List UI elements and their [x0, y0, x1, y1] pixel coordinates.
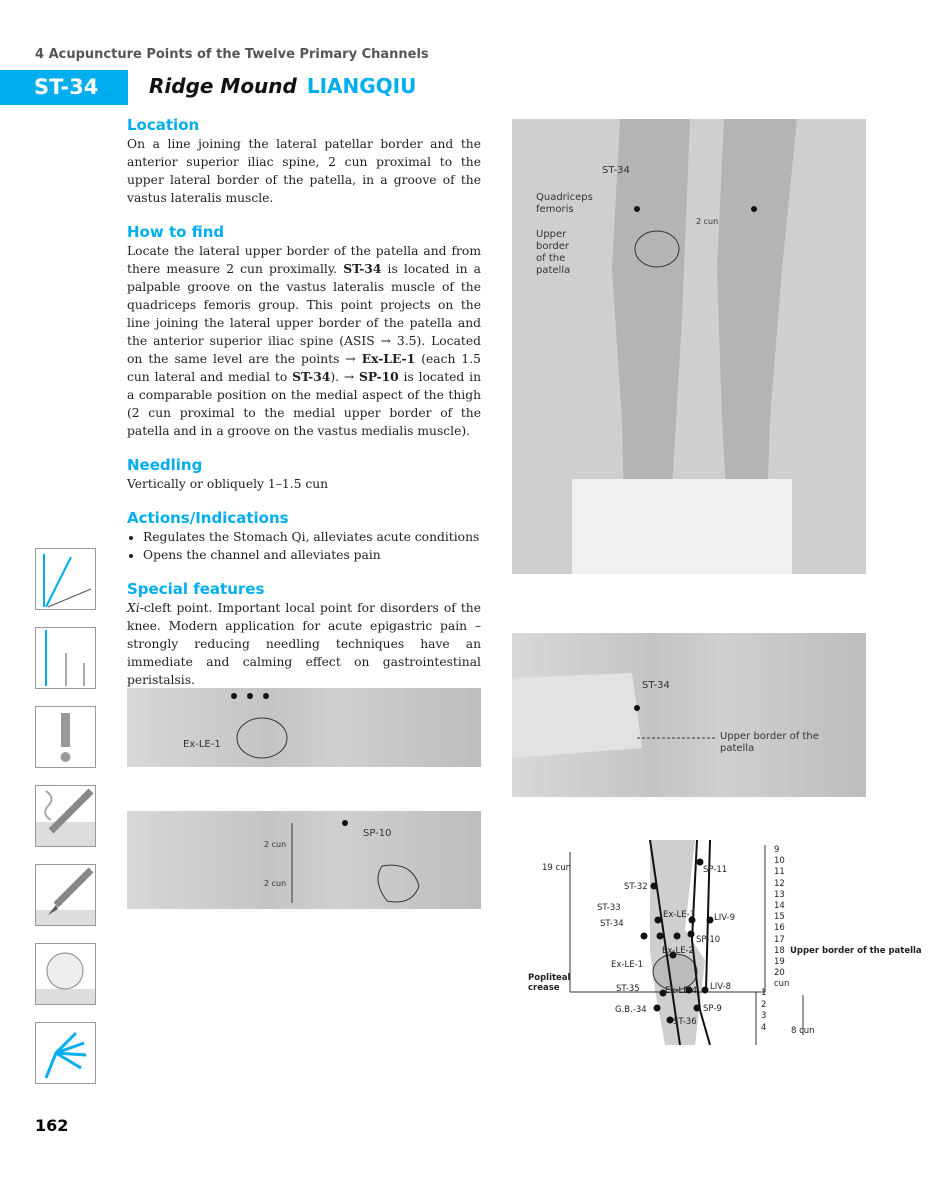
scale-tick-label: 19: [774, 957, 785, 968]
diagram-label: 19 cun: [542, 863, 571, 873]
scale-tick-label: 3: [761, 1011, 767, 1021]
legs-photo: [512, 119, 866, 574]
scale-tick-label: 18: [774, 945, 785, 956]
t: ). →: [330, 370, 360, 384]
needling-heading: Needling: [127, 456, 203, 474]
t: Locate the lateral upper border of the patella and from there measure 2 cun proximally.: [127, 244, 481, 276]
scale-tick-label: 13: [774, 889, 785, 900]
english-name: Ridge Mound: [149, 74, 297, 98]
actions-list: [127, 528, 481, 564]
list-item: • Regulates the Stomach Qi, alleviates acute conditions: [143, 528, 481, 546]
scale-tick-label: 1: [761, 988, 767, 998]
cupping-icon: [35, 943, 96, 1005]
st34-label: ST-34: [642, 680, 670, 691]
scale-tick-label: 17: [774, 934, 785, 945]
quadriceps-label: Quadriceps femoris: [536, 192, 593, 215]
t: (each 1.5 cun lateral and medial to: [127, 352, 481, 384]
upper-border-label: Upper border of the patella: [790, 946, 922, 956]
t: -cleft point. Important local point for disorders of the knee. Modern application for acute epigastric pain – strongly reducing needling techniques have an immediate and calming effect on gastrointestinal peristalsis.: [127, 601, 481, 687]
page-number: 162: [35, 1116, 69, 1135]
channel-diagram: [520, 840, 922, 1045]
scale-tick-label: 2: [761, 999, 767, 1010]
diagram-label: Ex-LE-3: [663, 910, 696, 920]
t: is located in a comparable position on the medial aspect of the thigh (2 cun proximal to the medial upper border of the patella and in a groove on the vastus medialis muscle).: [127, 370, 482, 438]
caution-icon: [35, 706, 96, 768]
scale-tick-label: 4: [761, 1022, 767, 1033]
st34-label: ST-34: [602, 165, 630, 176]
knee-photo-sp-10: [127, 811, 481, 909]
scale-tick-label: 14: [774, 901, 785, 912]
diagram-label: ST-34: [600, 919, 624, 929]
ref: ST-34: [292, 369, 331, 384]
scale-tick-label: 11: [774, 867, 785, 878]
diagram-label: SP-9: [703, 1004, 722, 1014]
moxibustion-icon: [35, 785, 96, 847]
ex-le-1-label: Ex-LE-1: [183, 739, 221, 750]
knee-illustration: [127, 811, 481, 909]
scale-tick-label: 20: [774, 968, 785, 979]
upper-border-label: Upper border of the patella: [536, 229, 571, 276]
eight-cun-label: 8 cun: [791, 1026, 815, 1036]
cun-label: 2 cun: [264, 840, 287, 849]
diagram-label: ST-33: [597, 903, 621, 913]
ref: Ex-LE-1: [361, 351, 416, 366]
scale-tick-label: 15: [774, 912, 785, 923]
special-heading: Special features: [127, 580, 265, 598]
hand-photo: [512, 633, 866, 797]
sp-10-label: SP-10: [363, 828, 392, 839]
legs-illustration: [512, 119, 866, 574]
ref: ST-34: [343, 261, 382, 276]
knee-illustration: [127, 688, 481, 767]
diagram-label: LIV-9: [714, 913, 736, 923]
diagram-label: Ex-LE-1: [611, 960, 644, 970]
text-column: [127, 116, 481, 705]
location-text: On a line joining the lateral patellar border and the anterior superior iliac spine, 2 cun proximal to the upper lateral border of the patella, in a groove of the vastus lateralis muscle.: [127, 137, 481, 205]
upper-border-label: Upper border of the patella: [720, 731, 819, 754]
diagram-label: G.B.-34: [615, 1005, 647, 1015]
diagram-label: ST-35: [616, 984, 640, 994]
needling-text: Vertically or obliquely 1–1.5 cun: [127, 477, 329, 491]
hand-illustration: [512, 633, 866, 797]
diagram-label: ST-32: [624, 882, 648, 892]
list-item: • Opens the channel and alleviates pain: [143, 546, 481, 564]
diagram-label: Ex-LE-4: [665, 986, 698, 996]
diagram-label: SP-11: [703, 865, 728, 875]
diagram-label: Popliteal crease: [528, 973, 571, 993]
chapter-heading: 4 Acupuncture Points of the Twelve Primary Channels: [35, 47, 429, 62]
scale-tick-label: 10: [774, 856, 785, 867]
needle-icon: [35, 548, 96, 610]
knee-channel-drawing: [520, 840, 860, 1045]
scale-tick-label: cun: [774, 979, 790, 990]
scalpel-icon: [35, 864, 96, 926]
scale-tick-label: 12: [774, 878, 785, 889]
diagram-label: LIV-8: [710, 982, 732, 992]
hand-skeleton-icon: [35, 1022, 96, 1084]
cun-label: 2 cun: [696, 217, 719, 226]
location-heading: Location: [127, 116, 200, 134]
diagram-label: ST-36: [673, 1017, 697, 1027]
how-to-find-heading: How to find: [127, 223, 225, 241]
cun-label: 2 cun: [264, 879, 287, 888]
t: Xi: [127, 601, 140, 615]
diagram-label: SP-10: [696, 935, 721, 945]
special-text: [127, 599, 481, 689]
ref: SP-10: [359, 369, 399, 384]
point-title: [149, 74, 416, 98]
scale-tick-label: 16: [774, 923, 785, 934]
knee-photo-ex-le-1: [127, 688, 481, 767]
diagram-label: Ex-LE-2: [662, 946, 695, 956]
actions-heading: Actions/Indications: [127, 509, 289, 527]
how-to-find-text: [127, 242, 481, 440]
scale-tick-label: 9: [774, 845, 780, 855]
point-code-badge: ST-34: [0, 70, 128, 105]
pinyin-name: LIANGQIU: [306, 74, 417, 98]
t: is located in a palpable groove on the vastus lateralis muscle of the quadriceps femoris group. This point projects on the line joining the lateral upper border of the patella and the anterior superior iliac spine (ASIS → 3.5). Located on the same level are the points →: [127, 262, 481, 366]
needle-depth-icon: [35, 627, 96, 689]
